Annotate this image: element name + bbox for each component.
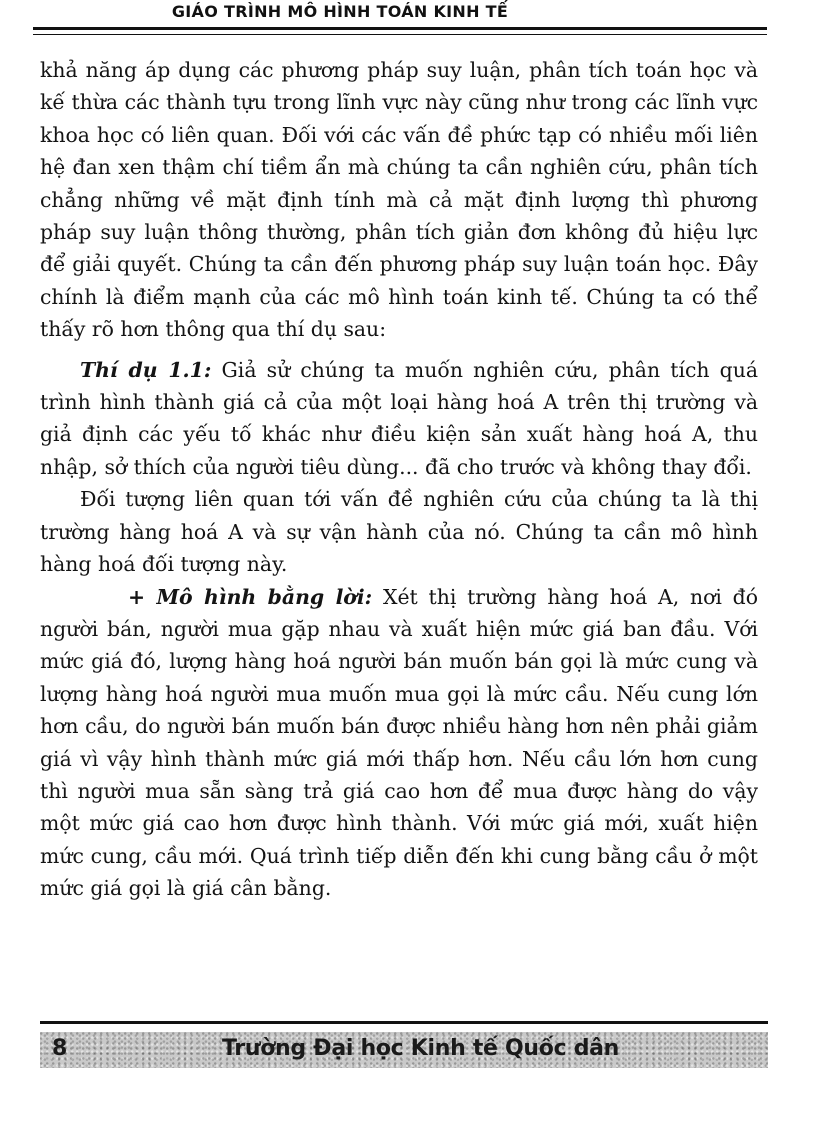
footer-university-name: Trường Đại học Kinh tế Quốc dân	[222, 1036, 620, 1061]
header-rule-thin	[33, 34, 767, 35]
example-label: Thí dụ 1.1:	[80, 357, 212, 382]
running-header-title: GIÁO TRÌNH MÔ HÌNH TOÁN KINH TẾ	[171, 2, 509, 21]
verbal-model-paragraph	[40, 581, 758, 905]
verbal-model-text: Xét thị trường hàng hoá A, nơi đó người bán, người mua gặp nhau và xuất hiện mức giá ban đầu. Với mức giá đó, lượng hàng hoá người bán muốn bán gọi là mức cung và lượng hàng hoá người mua muốn mua gọi là mức cầu. Nếu cung lớn hơn cầu, do người bán muốn bán được nhiều hàng hơn nên phải giảm giá vì vậy hình thành mức giá mới thấp hơn. Nếu cầu lớn hơn cung thì người mua sẵn sàng trả giá cao hơn để mua được hàng do vậy một mức giá cao hơn được hình thành. Với mức giá mới, xuất hiện mức cung, cầu mới. Quá trình tiếp diễn đến khi cung bằng cầu ở một mức giá gọi là giá cân bằng.	[40, 584, 758, 901]
footer-rule	[40, 1021, 768, 1024]
example-text: Giả sử chúng ta muốn nghiên cứu, phân tích quá trình hình thành giá cả của một loại hàng hoá A trên thị trường và giả định các yếu tố khác như điều kiện sản xuất hàng hoá A, thu nhập, sở thích của người tiêu dùng... đã cho trước và không thay đổi.	[40, 357, 759, 479]
header-rule	[33, 27, 767, 30]
verbal-model-label: + Mô hình bằng lời:	[128, 584, 373, 609]
page-number: 8	[52, 1036, 68, 1061]
example-paragraph	[40, 354, 758, 484]
body-text	[40, 54, 758, 905]
paragraph-continuation: khả năng áp dụng các phương pháp suy luận, phân tích toán học và kế thừa các thành tựu trong lĩnh vực này cũng như trong các lĩnh vực khoa học có liên quan. Đối với các vấn đề phức tạp có nhiều mối liên hệ đan xen thậm chí tiềm ẩn mà chúng ta cần nghiên cứu, phân tích chẳng những về mặt định tính mà cả mặt định lượng thì phương pháp suy luận thông thường, phân tích giản đơn không đủ hiệu lực để giải quyết. Chúng ta cần đến phương pháp suy luận toán học. Đây chính là điểm mạnh của các mô hình toán kinh tế. Chúng ta có thể thấy rõ hơn thông qua thí dụ sau:	[40, 58, 758, 342]
object-paragraph: Đối tượng liên quan tới vấn đề nghiên cứu của chúng ta là thị trường hàng hoá A và sự vận hành của nó. Chúng ta cần mô hình hàng hoá đối tượng này.	[40, 487, 758, 577]
